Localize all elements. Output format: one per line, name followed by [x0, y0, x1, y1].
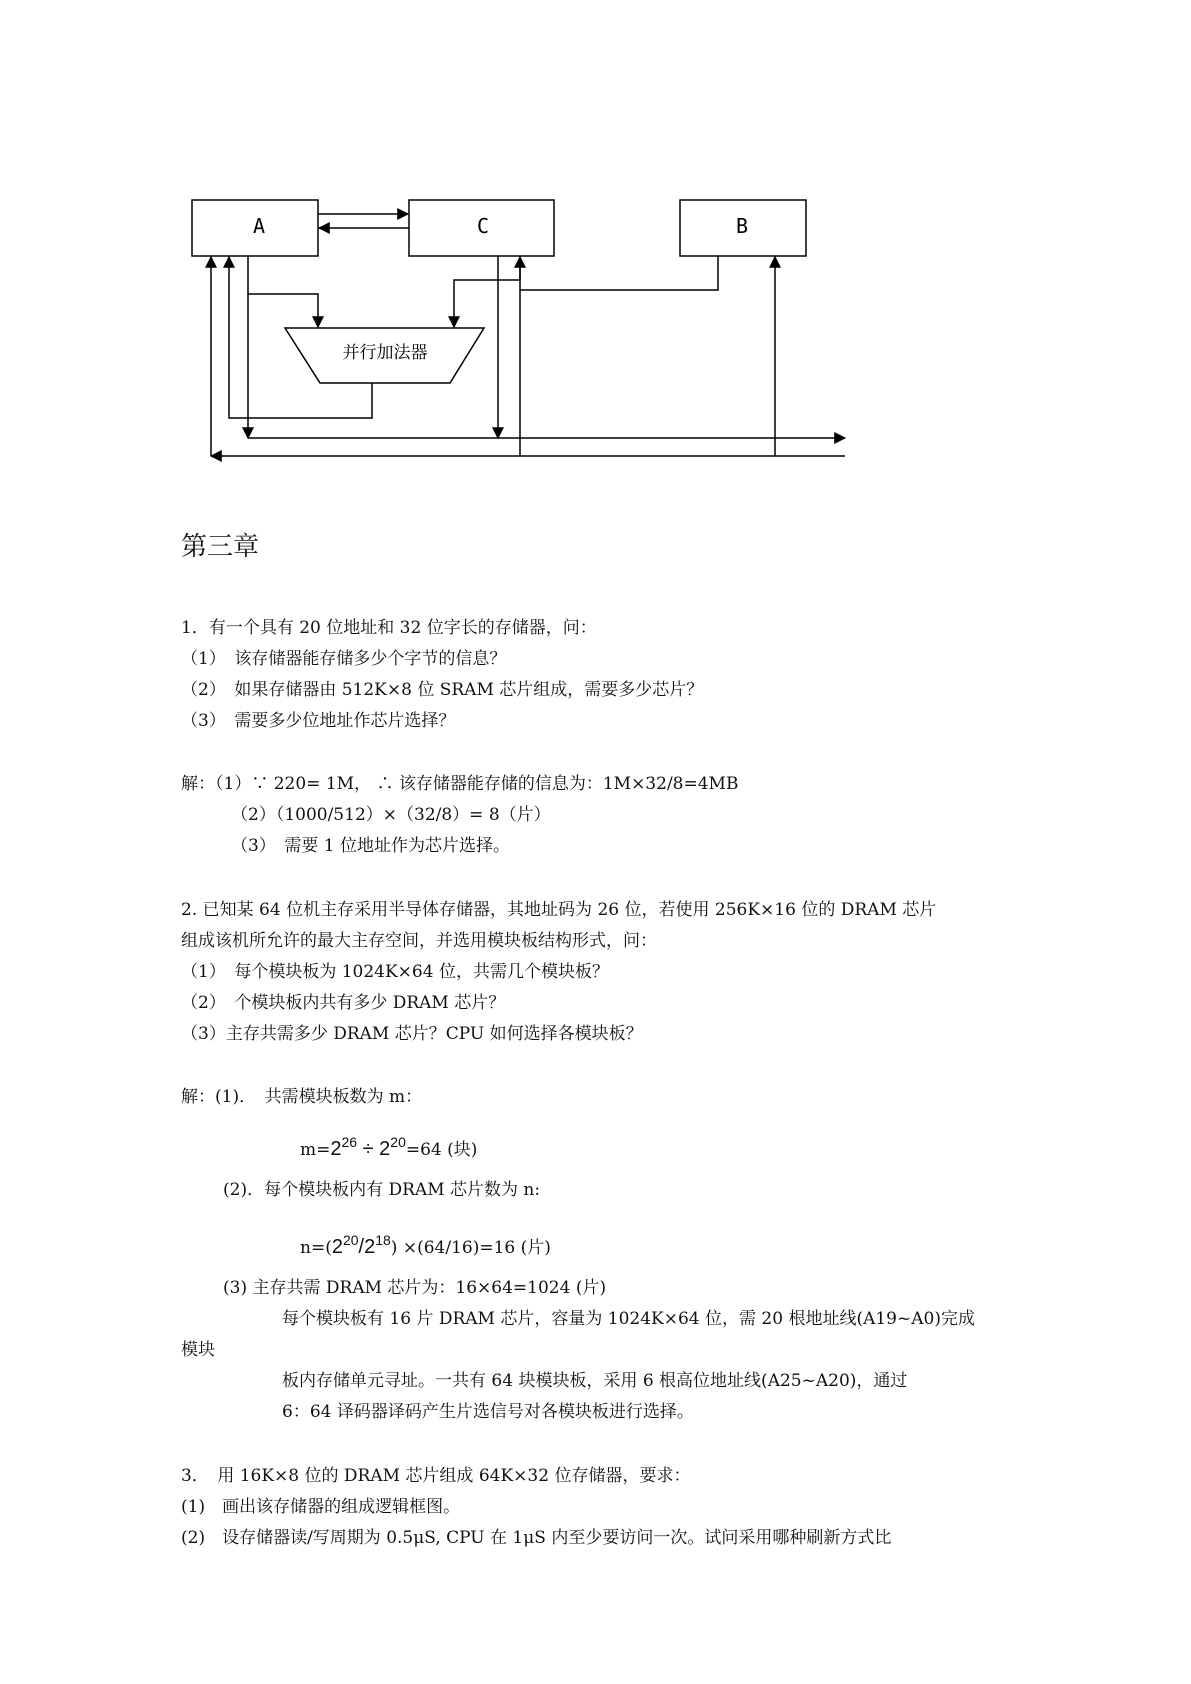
- formula-m-base-2: 2: [379, 1138, 391, 1160]
- register-b-label: B: [735, 214, 749, 238]
- q2-solution-3: (3) 主存共需 DRAM 芯片为：16×64=1024 (片): [223, 1278, 607, 1298]
- q3-stem: 3． 用 16K×8 位的 DRAM 芯片组成 64K×32 位存储器，要求：: [181, 1466, 691, 1486]
- formula-m-base-1: 2: [330, 1138, 342, 1160]
- q2-solution-3-detail-a: 每个模块板有 16 片 DRAM 芯片，容量为 1024K×64 位，需 20 根地址线(A19~A0)完成: [282, 1309, 975, 1329]
- datapath-diagram: [0, 0, 1191, 480]
- q1-part-2: （2） 如果存储器由 512K×8 位 SRAM 芯片组成，需要多少芯片？: [181, 680, 704, 700]
- q2-part-3: （3）主存共需多少 DRAM 芯片？CPU 如何选择各模块板？: [181, 1024, 643, 1044]
- q2-formula-m: [300, 1132, 477, 1160]
- q2-solution-3-detail-b: 模块: [181, 1340, 215, 1360]
- formula-m-exp-1: 26: [341, 1134, 358, 1150]
- q1-part-3: （3） 需要多少位地址作芯片选择？: [181, 711, 456, 731]
- q2-stem-line-1: 2. 已知某 64 位机主存采用半导体存储器，其地址码为 26 位，若使用 256K×16 位的 DRAM 芯片: [181, 900, 937, 920]
- formula-n-prefix: n=(: [300, 1238, 332, 1258]
- q2-solution-1: 解：(1)． 共需模块板数为 m：: [181, 1087, 423, 1107]
- formula-n-exp-1: 20: [342, 1232, 359, 1248]
- q2-stem-line-2: 组成该机所允许的最大主存空间，并选用模块板结构形式，问：: [181, 931, 657, 951]
- q1-stem: 1．有一个具有 20 位地址和 32 位字长的存储器，问：: [181, 618, 597, 638]
- q2-solution-2: (2)．每个模块板内有 DRAM 芯片数为 n:: [223, 1180, 541, 1200]
- formula-n-slash: /: [358, 1236, 365, 1258]
- q1-part-1: （1） 该存储器能存储多少个字节的信息？: [181, 649, 507, 669]
- register-a-label: A: [252, 214, 266, 238]
- chapter-title: 第三章: [181, 532, 260, 562]
- formula-n-base-2: 2: [364, 1236, 376, 1258]
- q2-solution-3-detail-c: 板内存储单元寻址。一共有 64 块模块板，采用 6 根高位地址线(A25~A20)，通过: [282, 1371, 908, 1391]
- q1-solution-1: 解：（1）∵ 220= 1M， ∴ 该存储器能存储的信息为：1M×32/8=4MB: [181, 774, 739, 794]
- formula-n-exp-2: 18: [375, 1232, 391, 1248]
- formula-m-exp-2: 20: [390, 1134, 406, 1150]
- formula-n-result: ) ×(64/16)=16 (片): [390, 1238, 551, 1258]
- formula-m-prefix: m=: [300, 1140, 331, 1160]
- adder-label: 并行加法器: [342, 343, 428, 363]
- q3-part-2: (2) 设存储器读/写周期为 0.5μS, CPU 在 1μS 内至少要访问一次。试问采用哪种刷新方式比: [181, 1528, 892, 1548]
- q1-solution-3: （3） 需要 1 位地址作为芯片选择。: [231, 836, 510, 856]
- q2-part-2: （2） 个模块板内共有多少 DRAM 芯片？: [181, 993, 506, 1013]
- q1-solution-2: （2）（1000/512）×（32/8）= 8（片）: [231, 805, 551, 825]
- q2-solution-3-detail-d: 6：64 译码器译码产生片选信号对各模块板进行选择。: [282, 1402, 694, 1422]
- register-c-label: C: [476, 214, 490, 238]
- formula-n-base-1: 2: [331, 1236, 343, 1258]
- q3-part-1: (1) 画出该存储器的组成逻辑框图。: [181, 1497, 461, 1517]
- q2-formula-n: [300, 1230, 551, 1258]
- formula-m-divide: ÷: [357, 1138, 380, 1160]
- q2-part-1: （1） 每个模块板为 1024K×64 位，共需几个模块板？: [181, 962, 609, 982]
- formula-m-result: =64 (块): [405, 1140, 478, 1160]
